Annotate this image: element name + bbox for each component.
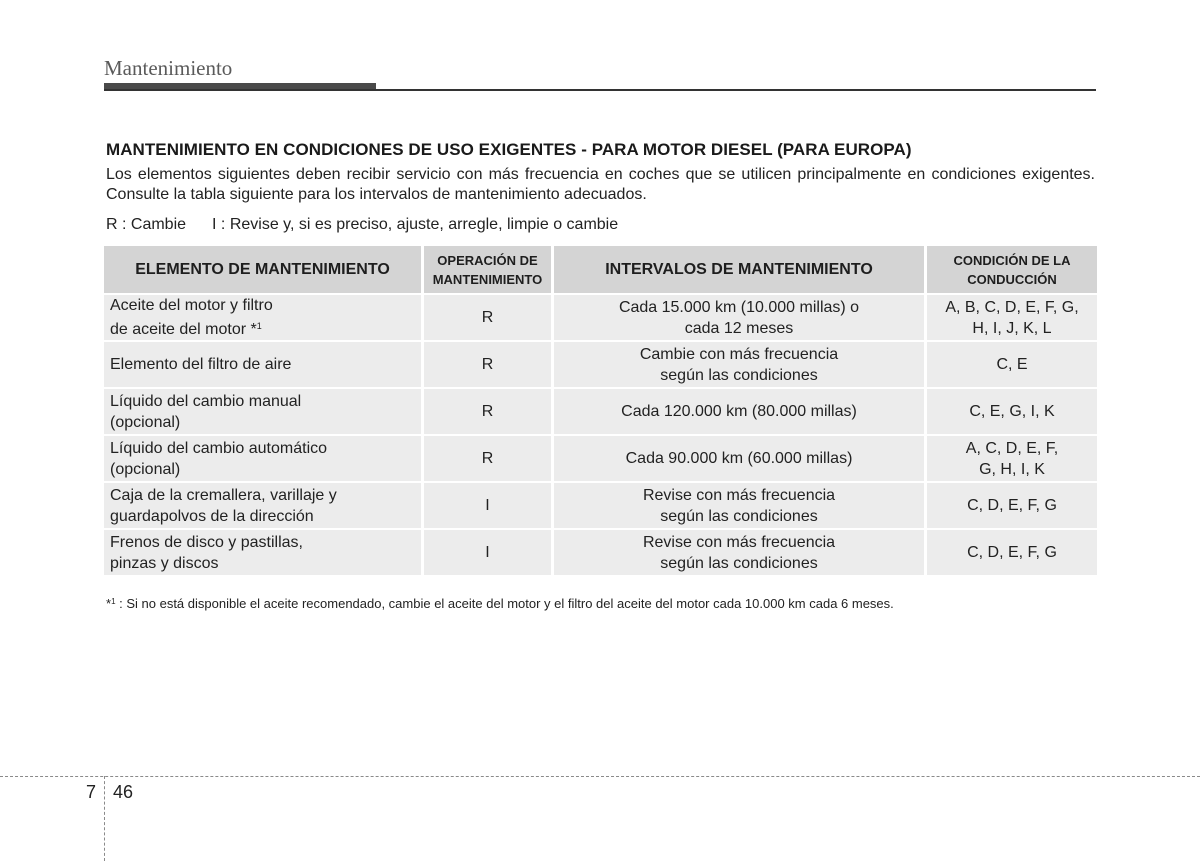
cell-operation: R xyxy=(424,389,551,434)
table-row xyxy=(104,530,1097,575)
table-row xyxy=(104,483,1097,528)
table-row xyxy=(104,436,1097,481)
cell-operation: I xyxy=(424,530,551,575)
header-item: ELEMENTO DE MANTENIMIENTO xyxy=(104,246,421,293)
cell-item: Elemento del filtro de aire xyxy=(104,342,421,387)
intro-paragraph: Los elementos siguientes deben recibir servicio con más frecuencia en coches que se utilicen principalmente en condiciones exigentes. Consulte la tabla siguiente para los intervalos de mantenimiento adecuados. xyxy=(106,166,1095,203)
cell-item: Aceite del motor y filtro de aceite del motor *$^1$ xyxy=(104,295,421,340)
footnote-marker-ref: 1 xyxy=(111,597,116,606)
table-row xyxy=(104,342,1097,387)
cell-interval: Cada 120.000 km (80.000 millas) xyxy=(554,389,924,434)
cell-interval: Cada 90.000 km (60.000 millas) xyxy=(554,436,924,481)
content xyxy=(106,140,1095,234)
cell-condition: C, D, E, F, G xyxy=(927,483,1097,528)
cell-operation: R xyxy=(424,295,551,340)
table-row xyxy=(104,295,1097,340)
cell-item: Líquido del cambio manual (opcional) xyxy=(104,389,421,434)
cell-item: Frenos de disco y pastillas, pinzas y discos xyxy=(104,530,421,575)
page-number: 46 xyxy=(113,782,134,802)
cell-item: Líquido del cambio automático (opcional) xyxy=(104,436,421,481)
footnote-ref: 1 xyxy=(256,321,262,331)
cell-item: Caja de la cremallera, varillaje y guardapolvos de la dirección xyxy=(104,483,421,528)
section-title: Mantenimiento xyxy=(104,56,233,80)
table-header-row xyxy=(104,246,1097,293)
header-interval: INTERVALOS DE MANTENIMIENTO xyxy=(554,246,924,293)
footnote-text: : Si no está disponible el aceite recomendado, cambie el aceite del motor y el filtro del aceite del motor cada 10.000 km cada 6 meses. xyxy=(115,596,894,611)
maintenance-table xyxy=(101,244,1100,577)
cell-operation: R xyxy=(424,342,551,387)
cell-condition: A, B, C, D, E, F, G, H, I, J, K, L xyxy=(927,295,1097,340)
section-heading: MANTENIMIENTO EN CONDICIONES DE USO EXIGENTES - PARA MOTOR DIESEL (PARA EUROPA) xyxy=(106,140,912,159)
footnote xyxy=(106,596,894,611)
footer-vertical-divider xyxy=(104,776,105,861)
legend-i: I : Revise y, si es preciso, ajuste, arregle, limpie o cambie xyxy=(212,216,619,233)
table-row xyxy=(104,389,1097,434)
cell-condition: C, E xyxy=(927,342,1097,387)
cell-condition: C, D, E, F, G xyxy=(927,530,1097,575)
legend xyxy=(106,216,1095,234)
legend-r: R : Cambie xyxy=(106,216,187,233)
header-operation: OPERACIÓN DE MANTENIMIENTO xyxy=(424,246,551,293)
cell-interval: Cada 15.000 km (10.000 millas) o cada 12 meses xyxy=(554,295,924,340)
footer-divider xyxy=(0,776,1200,777)
cell-operation: I xyxy=(424,483,551,528)
cell-condition: A, C, D, E, F, G, H, I, K xyxy=(927,436,1097,481)
header-rule xyxy=(104,89,1096,91)
cell-interval: Cambie con más frecuencia según las condiciones xyxy=(554,342,924,387)
header-condition: CONDICIÓN DE LA CONDUCCIÓN xyxy=(927,246,1097,293)
footnote-marker: * xyxy=(106,596,112,611)
cell-interval: Revise con más frecuencia según las condiciones xyxy=(554,483,924,528)
chapter-number: 7 xyxy=(86,782,97,802)
cell-operation: R xyxy=(424,436,551,481)
cell-condition: C, E, G, I, K xyxy=(927,389,1097,434)
cell-interval: Revise con más frecuencia según las condiciones xyxy=(554,530,924,575)
